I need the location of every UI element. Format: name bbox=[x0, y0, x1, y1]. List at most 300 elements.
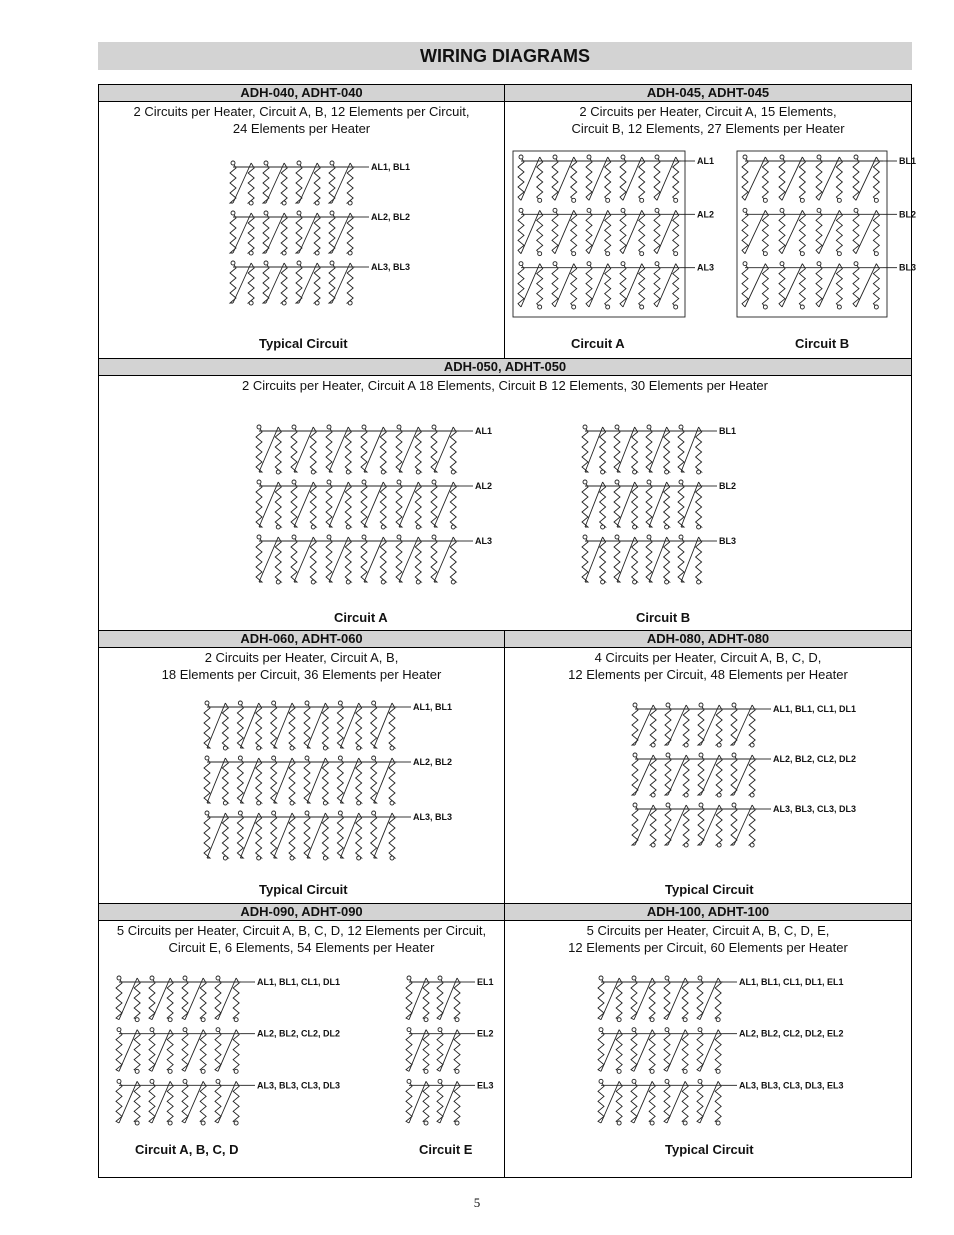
terminal-icon bbox=[276, 580, 280, 584]
terminal-icon bbox=[168, 1121, 172, 1125]
jumper-wire bbox=[856, 264, 876, 307]
description-line-1: 2 Circuits per Heater, Circuit A, B, bbox=[204, 650, 399, 665]
heating-element-icon bbox=[263, 263, 269, 303]
terminal-icon bbox=[716, 1018, 720, 1022]
terminal-icon bbox=[621, 208, 625, 212]
terminal-icon bbox=[651, 843, 655, 847]
heating-element-icon bbox=[537, 210, 543, 253]
terminal-icon bbox=[617, 1018, 621, 1022]
terminal-icon bbox=[666, 703, 670, 707]
page-title: WIRING DIAGRAMS bbox=[98, 42, 912, 70]
terminal-icon bbox=[763, 252, 767, 256]
jumper-wire bbox=[667, 1081, 685, 1123]
heating-element-icon bbox=[200, 1030, 206, 1072]
terminal-icon bbox=[346, 525, 350, 529]
terminal-icon bbox=[674, 252, 678, 256]
terminal-icon bbox=[750, 843, 754, 847]
heating-element-icon bbox=[322, 703, 328, 748]
heating-element-icon bbox=[204, 813, 210, 858]
terminal-icon bbox=[665, 470, 669, 474]
heating-element-icon bbox=[314, 213, 320, 253]
jumper-wire bbox=[623, 264, 642, 307]
terminal-icon bbox=[238, 756, 242, 760]
jumper-wire bbox=[329, 482, 348, 527]
heating-element-icon bbox=[779, 157, 785, 200]
terminal-icon bbox=[323, 746, 327, 750]
jumper-wire bbox=[207, 703, 225, 748]
lead-label: AL1, BL1, CL1, DL1 bbox=[773, 704, 857, 714]
jumper-wire bbox=[340, 813, 358, 858]
lead-label: BL3 bbox=[899, 262, 917, 273]
jumper-wire bbox=[119, 1081, 137, 1123]
terminal-icon bbox=[249, 251, 253, 255]
terminal-icon bbox=[348, 301, 352, 305]
terminal-icon bbox=[150, 976, 154, 980]
jumper-wire bbox=[521, 210, 540, 253]
heating-element-icon bbox=[552, 157, 558, 200]
terminal-icon bbox=[606, 252, 610, 256]
ladder bbox=[582, 425, 717, 584]
heating-element-icon bbox=[779, 264, 785, 307]
heating-element-icon bbox=[598, 1081, 604, 1123]
description-line-2: 12 Elements per Circuit, 60 Elements per Heater bbox=[568, 940, 848, 955]
heating-element-icon bbox=[650, 755, 656, 795]
jumper-wire bbox=[634, 1081, 652, 1123]
lead-label: AL2 bbox=[475, 481, 493, 491]
terminal-icon bbox=[698, 1079, 702, 1083]
heating-element-icon bbox=[571, 264, 577, 307]
heating-element-icon bbox=[271, 703, 277, 748]
heating-element-icon bbox=[632, 427, 638, 472]
terminal-icon bbox=[330, 161, 334, 165]
jumper-wire bbox=[819, 210, 839, 253]
heating-element-icon bbox=[582, 482, 588, 527]
heating-element-icon bbox=[322, 758, 328, 803]
jumper-wire bbox=[681, 427, 699, 472]
heating-element-icon bbox=[371, 758, 377, 803]
terminal-icon bbox=[311, 580, 315, 584]
lead-label: AL1 bbox=[697, 156, 715, 166]
terminal-icon bbox=[697, 470, 701, 474]
jumper-wire bbox=[521, 264, 540, 307]
terminal-icon bbox=[699, 753, 703, 757]
heating-element-icon bbox=[256, 427, 262, 472]
heating-element-icon bbox=[396, 537, 402, 582]
terminal-icon bbox=[297, 161, 301, 165]
heating-element-icon bbox=[639, 157, 645, 200]
terminal-icon bbox=[432, 535, 436, 539]
jumper-wire bbox=[119, 1030, 137, 1072]
heating-element-icon bbox=[291, 537, 297, 582]
heating-element-icon bbox=[537, 264, 543, 307]
terminal-icon bbox=[699, 703, 703, 707]
heating-element-icon bbox=[200, 1081, 206, 1123]
cell-adh050 bbox=[99, 359, 911, 631]
jumper-wire bbox=[259, 537, 278, 582]
terminal-icon bbox=[311, 525, 315, 529]
diagram-circuit-e bbox=[399, 968, 499, 1143]
lead-label: BL3 bbox=[719, 536, 737, 546]
heating-element-icon bbox=[696, 537, 702, 582]
terminal-icon bbox=[451, 470, 455, 474]
heating-element-icon bbox=[716, 805, 722, 845]
jumper-wire bbox=[856, 157, 876, 200]
heating-element-icon bbox=[632, 805, 638, 845]
terminal-icon bbox=[716, 1069, 720, 1073]
terminal-icon bbox=[451, 580, 455, 584]
jumper-wire bbox=[657, 264, 676, 307]
jumper-wire bbox=[218, 978, 236, 1020]
jumper-wire bbox=[374, 813, 392, 858]
jumper-wire bbox=[856, 210, 876, 253]
terminal-icon bbox=[854, 155, 858, 159]
jumper-wire bbox=[307, 703, 325, 748]
terminal-icon bbox=[621, 155, 625, 159]
terminal-icon bbox=[223, 746, 227, 750]
terminal-icon bbox=[553, 208, 557, 212]
heating-element-icon bbox=[716, 705, 722, 745]
terminal-icon bbox=[683, 1069, 687, 1073]
jumper-wire bbox=[681, 537, 699, 582]
terminal-icon bbox=[874, 305, 878, 309]
terminal-icon bbox=[282, 201, 286, 205]
description-line-1: 4 Circuits per Heater, Circuit A, B, C, D, bbox=[594, 650, 822, 665]
heating-element-icon bbox=[678, 427, 684, 472]
heating-element-icon bbox=[256, 758, 262, 803]
model-header: ADH-060, ADHT-060 bbox=[99, 631, 504, 648]
heating-element-icon bbox=[116, 978, 122, 1020]
heating-element-icon bbox=[620, 210, 626, 253]
terminal-icon bbox=[223, 856, 227, 860]
lead-label: AL3 bbox=[475, 536, 493, 546]
heating-element-icon bbox=[799, 210, 805, 253]
terminal-icon bbox=[315, 201, 319, 205]
terminal-icon bbox=[780, 155, 784, 159]
diagram-caption: Typical Circuit bbox=[259, 336, 348, 351]
jumper-wire bbox=[601, 1030, 619, 1072]
heating-element-icon bbox=[237, 703, 243, 748]
heating-element-icon bbox=[396, 427, 402, 472]
heating-element-icon bbox=[631, 978, 637, 1020]
jumper-wire bbox=[434, 427, 453, 472]
terminal-icon bbox=[633, 803, 637, 807]
heating-element-icon bbox=[149, 978, 155, 1020]
terminal-icon bbox=[683, 1121, 687, 1125]
terminal-icon bbox=[674, 305, 678, 309]
terminal-icon bbox=[205, 756, 209, 760]
heating-element-icon bbox=[631, 1081, 637, 1123]
terminal-icon bbox=[117, 1028, 121, 1032]
heating-element-icon bbox=[222, 758, 228, 803]
jumper-wire bbox=[649, 537, 667, 582]
terminal-icon bbox=[362, 480, 366, 484]
model-header: ADH-100, ADHT-100 bbox=[505, 904, 911, 921]
terminal-icon bbox=[290, 746, 294, 750]
jumper-wire bbox=[617, 537, 635, 582]
heating-element-icon bbox=[356, 813, 362, 858]
heating-element-icon bbox=[749, 755, 755, 795]
terminal-icon bbox=[272, 756, 276, 760]
terminal-icon bbox=[234, 1018, 238, 1022]
terminal-icon bbox=[327, 425, 331, 429]
terminal-icon bbox=[231, 161, 235, 165]
terminal-icon bbox=[205, 811, 209, 815]
heating-element-icon bbox=[215, 1081, 221, 1123]
jumper-wire bbox=[555, 264, 574, 307]
jumper-wire bbox=[294, 537, 313, 582]
terminal-icon bbox=[424, 1069, 428, 1073]
terminal-icon bbox=[717, 793, 721, 797]
heating-element-icon bbox=[646, 537, 652, 582]
lead-label: AL1, BL1 bbox=[371, 162, 411, 172]
heating-element-icon bbox=[314, 263, 320, 303]
jumper-wire bbox=[623, 157, 642, 200]
heating-element-icon bbox=[329, 163, 335, 203]
terminal-icon bbox=[615, 425, 619, 429]
terminal-icon bbox=[697, 525, 701, 529]
model-header: ADH-040, ADHT-040 bbox=[99, 85, 504, 102]
terminal-icon bbox=[655, 262, 659, 266]
heating-element-icon bbox=[598, 1030, 604, 1072]
heating-element-icon bbox=[431, 427, 437, 472]
heating-element-icon bbox=[853, 264, 859, 307]
jumper-wire bbox=[434, 482, 453, 527]
heating-element-icon bbox=[345, 537, 351, 582]
heating-element-icon bbox=[275, 427, 281, 472]
lead-label: AL1 bbox=[475, 426, 493, 436]
jumper-wire bbox=[399, 537, 418, 582]
terminal-icon bbox=[743, 262, 747, 266]
ladder bbox=[737, 151, 897, 317]
jumper-wire bbox=[585, 482, 603, 527]
heating-element-icon bbox=[586, 157, 592, 200]
heating-element-icon bbox=[698, 705, 704, 745]
diagram-typical-circuit bbox=[223, 153, 423, 323]
terminal-icon bbox=[732, 703, 736, 707]
heating-element-icon bbox=[149, 1030, 155, 1072]
description-line-1: 2 Circuits per Heater, Circuit A, B, 12 Elements per Circuit, bbox=[133, 104, 470, 119]
terminal-icon bbox=[272, 701, 276, 705]
heating-element-icon bbox=[715, 1081, 721, 1123]
heating-element-icon bbox=[329, 263, 335, 303]
jumper-wire bbox=[152, 1081, 170, 1123]
terminal-icon bbox=[249, 201, 253, 205]
terminal-icon bbox=[372, 811, 376, 815]
heating-element-icon bbox=[697, 1030, 703, 1072]
heating-element-icon bbox=[230, 263, 236, 303]
terminal-icon bbox=[257, 856, 261, 860]
heating-element-icon bbox=[673, 264, 679, 307]
jumper-wire bbox=[601, 978, 619, 1020]
heating-element-icon bbox=[853, 157, 859, 200]
lead-label: AL1, BL1, CL1, DL1, EL1 bbox=[739, 977, 844, 987]
heating-element-icon bbox=[873, 264, 879, 307]
heating-element-icon bbox=[371, 813, 377, 858]
heating-element-icon bbox=[361, 482, 367, 527]
terminal-icon bbox=[684, 743, 688, 747]
terminal-icon bbox=[216, 1079, 220, 1083]
lead-label: EL1 bbox=[477, 977, 494, 987]
heating-element-icon bbox=[632, 755, 638, 795]
heating-element-icon bbox=[836, 264, 842, 307]
lead-label: AL3, BL3, CL3, DL3 bbox=[257, 1080, 341, 1091]
terminal-icon bbox=[519, 155, 523, 159]
cell-adh060 bbox=[99, 631, 505, 904]
heating-element-icon bbox=[248, 263, 254, 303]
heating-element-icon bbox=[263, 163, 269, 203]
heating-element-icon bbox=[614, 482, 620, 527]
heating-element-icon bbox=[431, 482, 437, 527]
heating-element-icon bbox=[230, 163, 236, 203]
terminal-icon bbox=[674, 198, 678, 202]
jumper-wire bbox=[399, 482, 418, 527]
jumper-wire bbox=[649, 482, 667, 527]
heating-element-icon bbox=[230, 213, 236, 253]
terminal-icon bbox=[617, 1069, 621, 1073]
terminal-icon bbox=[633, 703, 637, 707]
heating-element-icon bbox=[614, 537, 620, 582]
cell-adh090 bbox=[99, 904, 505, 1177]
terminal-icon bbox=[621, 262, 625, 266]
terminal-icon bbox=[305, 701, 309, 705]
jumper-wire bbox=[649, 427, 667, 472]
terminal-icon bbox=[606, 305, 610, 309]
heating-element-icon bbox=[237, 813, 243, 858]
terminal-icon bbox=[407, 1028, 411, 1032]
heating-element-icon bbox=[345, 482, 351, 527]
heating-element-icon bbox=[347, 263, 353, 303]
heating-element-icon bbox=[289, 758, 295, 803]
heating-element-icon bbox=[291, 427, 297, 472]
terminal-icon bbox=[732, 753, 736, 757]
terminal-icon bbox=[397, 425, 401, 429]
terminal-icon bbox=[311, 470, 315, 474]
heating-element-icon bbox=[304, 703, 310, 748]
heating-element-icon bbox=[683, 805, 689, 845]
lead-label: AL1, BL1, CL1, DL1 bbox=[257, 977, 341, 987]
terminal-icon bbox=[117, 1079, 121, 1083]
terminal-icon bbox=[357, 801, 361, 805]
heating-element-icon bbox=[347, 213, 353, 253]
description-line-2: Circuit E, 6 Elements, 54 Elements per Heater bbox=[168, 940, 435, 955]
heating-element-icon bbox=[749, 705, 755, 745]
jumper-wire bbox=[634, 978, 652, 1020]
lead-label: AL2, BL2 bbox=[371, 212, 411, 222]
heating-element-icon bbox=[380, 482, 386, 527]
heating-element-icon bbox=[683, 705, 689, 745]
heating-element-icon bbox=[271, 813, 277, 858]
jumper-wire bbox=[307, 813, 325, 858]
terminal-icon bbox=[651, 793, 655, 797]
heating-element-icon bbox=[389, 703, 395, 748]
heating-element-icon bbox=[698, 755, 704, 795]
heating-element-icon bbox=[256, 537, 262, 582]
heating-element-icon bbox=[222, 703, 228, 748]
terminal-icon bbox=[276, 470, 280, 474]
heating-element-icon bbox=[571, 157, 577, 200]
diagram-caption-e: Circuit E bbox=[419, 1142, 473, 1157]
heating-element-icon bbox=[518, 264, 524, 307]
heating-element-icon bbox=[816, 264, 822, 307]
heating-element-icon bbox=[326, 427, 332, 472]
jumper-wire bbox=[782, 157, 802, 200]
terminal-icon bbox=[633, 580, 637, 584]
terminal-icon bbox=[647, 425, 651, 429]
terminal-icon bbox=[743, 155, 747, 159]
lead-label: AL3, BL3, CL3, DL3, EL3 bbox=[739, 1080, 844, 1091]
lead-label: AL1, BL1 bbox=[413, 702, 453, 712]
heating-element-icon bbox=[167, 978, 173, 1020]
heating-element-icon bbox=[697, 978, 703, 1020]
terminal-icon bbox=[583, 535, 587, 539]
heating-element-icon bbox=[582, 537, 588, 582]
terminal-icon bbox=[264, 161, 268, 165]
diagram-circuit-a bbox=[249, 417, 509, 602]
heating-element-icon bbox=[237, 758, 243, 803]
terminal-icon bbox=[817, 155, 821, 159]
ladder bbox=[598, 976, 737, 1125]
heating-element-icon bbox=[799, 264, 805, 307]
terminal-icon bbox=[679, 535, 683, 539]
description-line-2: 12 Elements per Circuit, 48 Elements per Heater bbox=[568, 667, 848, 682]
jumper-wire bbox=[329, 427, 348, 472]
heating-element-icon bbox=[256, 482, 262, 527]
diagram-caption-a: Circuit A bbox=[571, 336, 625, 351]
lead-label: EL3 bbox=[477, 1080, 494, 1091]
heating-element-icon bbox=[281, 263, 287, 303]
terminal-icon bbox=[234, 1069, 238, 1073]
terminal-icon bbox=[665, 1079, 669, 1083]
terminal-icon bbox=[183, 976, 187, 980]
heating-element-icon bbox=[698, 805, 704, 845]
heating-element-icon bbox=[605, 264, 611, 307]
diagram-circuit-abcd bbox=[109, 968, 389, 1143]
terminal-icon bbox=[257, 480, 261, 484]
jumper-wire bbox=[657, 157, 676, 200]
wiring-diagram-table bbox=[98, 84, 917, 1178]
heating-element-icon bbox=[326, 537, 332, 582]
terminal-icon bbox=[438, 976, 442, 980]
heating-element-icon bbox=[664, 1030, 670, 1072]
terminal-icon bbox=[743, 208, 747, 212]
jumper-wire bbox=[307, 758, 325, 803]
heating-element-icon bbox=[296, 213, 302, 253]
heating-element-icon bbox=[836, 210, 842, 253]
jumper-wire bbox=[207, 758, 225, 803]
diagram-circuit-a bbox=[511, 147, 721, 327]
terminal-icon bbox=[874, 252, 878, 256]
terminal-icon bbox=[606, 198, 610, 202]
terminal-icon bbox=[455, 1121, 459, 1125]
terminal-icon bbox=[601, 525, 605, 529]
jumper-wire bbox=[819, 157, 839, 200]
terminal-icon bbox=[257, 746, 261, 750]
terminal-icon bbox=[599, 1028, 603, 1032]
jumper-wire bbox=[399, 427, 418, 472]
description-line-1: 2 Circuits per Heater, Circuit A 18 Elements, Circuit B 12 Elements, 30 Elements per Heater bbox=[241, 378, 768, 393]
jumper-wire bbox=[617, 427, 635, 472]
enclosure-outline bbox=[737, 151, 887, 317]
terminal-icon bbox=[655, 155, 659, 159]
terminal-icon bbox=[390, 856, 394, 860]
heating-element-icon bbox=[134, 1030, 140, 1072]
terminal-icon bbox=[615, 480, 619, 484]
heating-element-icon bbox=[678, 537, 684, 582]
ladder bbox=[406, 976, 475, 1125]
terminal-icon bbox=[633, 753, 637, 757]
heating-element-icon bbox=[749, 805, 755, 845]
terminal-icon bbox=[323, 856, 327, 860]
